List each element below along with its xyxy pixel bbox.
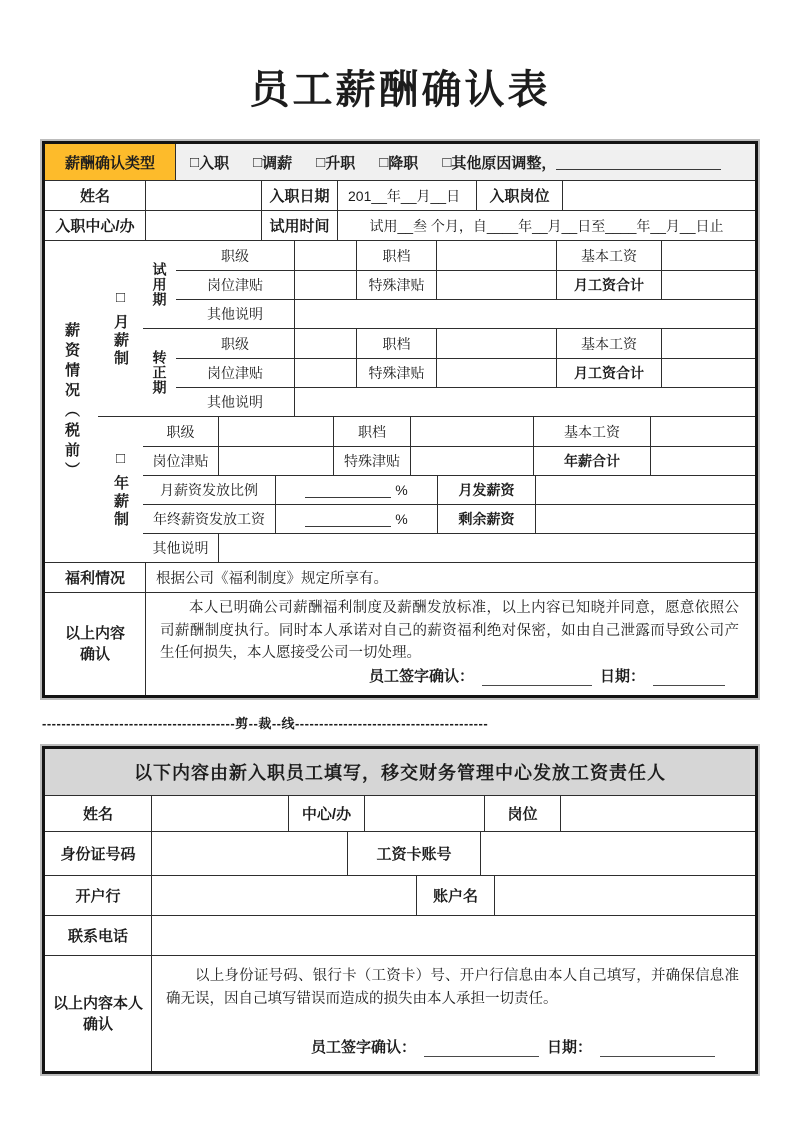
bank-label: 开户行: [75, 888, 121, 905]
percent-sign: %: [395, 482, 408, 498]
date-blank[interactable]: [653, 671, 725, 686]
payroll-info-table: [42, 746, 758, 1074]
checkbox-option-salary-change[interactable]: [253, 152, 292, 173]
table-row: [176, 241, 755, 270]
center-row: [45, 210, 755, 240]
remain-pay-input-cell[interactable]: [535, 505, 755, 533]
cut-line: ----------------------------------------剪--裁--线----------------------------------------: [42, 715, 489, 731]
post-allowance-input-cell[interactable]: [294, 359, 356, 387]
position-input-cell[interactable]: [560, 796, 755, 831]
id-row: [45, 831, 755, 875]
option-label: 调薪: [262, 154, 293, 172]
probation-block: [143, 241, 755, 328]
other-note-label: 其他说明: [152, 540, 209, 556]
confirm-label: 以上内容本人 确认: [52, 994, 143, 1033]
type-row: [45, 144, 755, 180]
checkbox-icon[interactable]: □: [442, 153, 452, 171]
table-row: [143, 533, 755, 562]
bank-input-cell[interactable]: [151, 876, 416, 915]
month-pay-label: 月发薪资: [437, 476, 535, 504]
table-row: [143, 417, 755, 446]
base-salary-label: 基本工资: [556, 329, 661, 358]
confirm-content: [145, 593, 755, 695]
base-salary-input-cell[interactable]: [661, 329, 755, 358]
signature-line: [146, 665, 755, 700]
hire-date-label: 入职日期: [261, 181, 337, 210]
regular-block: [143, 328, 755, 416]
band-label: 职档: [356, 329, 436, 358]
checkbox-icon[interactable]: □: [316, 153, 326, 171]
probation-label: 试用期: [151, 262, 168, 307]
base-salary-input-cell[interactable]: [650, 417, 755, 446]
post-allowance-input-cell[interactable]: [218, 447, 333, 475]
payroll-table-header: 以下内容由新入职员工填写，移交财务管理中心发放工资责任人: [45, 749, 755, 795]
yearly-scheme-block: [98, 416, 755, 562]
option-label: 入职: [199, 154, 230, 172]
band-label: 职档: [356, 241, 436, 270]
year-total-label: 年薪合计: [533, 447, 650, 475]
percent-sign: %: [395, 511, 408, 527]
special-allowance-input-cell[interactable]: [436, 359, 556, 387]
signature-blank[interactable]: [482, 671, 592, 686]
table-row: [176, 358, 755, 387]
checkbox-icon[interactable]: □: [112, 450, 129, 470]
base-salary-label: 基本工资: [556, 241, 661, 270]
card-input-cell[interactable]: [480, 832, 755, 875]
salary-section-label: 薪资情况（税前）: [63, 321, 80, 482]
table-row: [176, 387, 755, 416]
confirm-text: 以上身份证号码、银行卡（工资卡）号、开户行信息由本人自己填写，并确保信息准确无误，因自己填写错误而造成的损失由本人承担一切责任。: [166, 968, 739, 1007]
grade-input-cell[interactable]: [294, 329, 356, 358]
sign-label: 员工签字确认：: [368, 668, 474, 686]
yearly-scheme-cell[interactable]: [98, 417, 143, 562]
base-salary-label: 基本工资: [533, 417, 650, 446]
name-input-cell[interactable]: [145, 181, 261, 210]
table-row: [176, 299, 755, 328]
confirm-text: 本人已明确公司薪酬福利制度及薪酬发放标准，以上内容已知晓并同意，愿意依照公司薪酬制度执行。同时本人承诺对自己的薪资福利绝对保密，如由自己泄露而导致公司产生任何损失，本人愿接受公司一切处理。: [160, 599, 739, 662]
id-input-cell[interactable]: [151, 832, 347, 875]
card-label: 工资卡账号: [347, 832, 480, 875]
other-note-input-cell[interactable]: [294, 388, 755, 416]
account-input-cell[interactable]: [494, 876, 755, 915]
center-label: 入职中心/办: [55, 218, 135, 235]
other-note-input-cell[interactable]: [218, 534, 755, 562]
bank-row: [45, 875, 755, 915]
post-allowance-input-cell[interactable]: [294, 271, 356, 299]
phone-label: 联系电话: [67, 928, 128, 945]
phone-input-cell[interactable]: [151, 916, 755, 955]
month-total-input-cell[interactable]: [661, 359, 755, 387]
remain-pay-label: 剩余薪资: [437, 505, 535, 533]
grade-input-cell[interactable]: [294, 241, 356, 270]
position-label: 岗位: [484, 796, 560, 831]
salary-confirmation-table: [42, 141, 758, 698]
center-input-cell[interactable]: [364, 796, 484, 831]
monthly-scheme-rows: [143, 241, 755, 416]
monthly-scheme-label: 月薪制: [112, 314, 129, 368]
name-row: [45, 795, 755, 831]
band-input-cell[interactable]: [436, 329, 556, 358]
date-label: 日期：: [546, 1039, 592, 1056]
checkbox-icon[interactable]: □: [190, 153, 200, 171]
special-allowance-input-cell[interactable]: [410, 447, 533, 475]
account-label: 账户名: [416, 876, 494, 915]
checkbox-icon[interactable]: □: [379, 153, 389, 171]
monthly-scheme-block: [98, 241, 755, 416]
welfare-value: 根据公司《福利制度》规定所享有。: [145, 563, 755, 592]
sign-label: 员工签字确认：: [310, 1039, 416, 1056]
center-label: 中心/办: [288, 796, 364, 831]
band-label: 职档: [333, 417, 410, 446]
month-total-label: 月工资合计: [556, 359, 661, 387]
post-allowance-label: 岗位津贴: [207, 277, 263, 293]
phone-row: [45, 915, 755, 955]
band-input-cell[interactable]: [436, 241, 556, 270]
post-allowance-label: 岗位津贴: [152, 453, 209, 469]
yearend-pay-label: 年终薪资发放工资: [153, 511, 265, 527]
checkbox-option-other[interactable]: [442, 152, 721, 173]
percent-blank[interactable]: [305, 512, 391, 527]
month-ratio-value-cell[interactable]: [275, 476, 437, 504]
regular-label: 转正期: [151, 350, 168, 395]
checkbox-option-hire[interactable]: [190, 152, 229, 173]
table-row: [176, 329, 755, 358]
hire-date-value[interactable]: 201__年__月__日: [337, 181, 476, 210]
month-ratio-label: 月薪资发放比例: [160, 482, 258, 498]
percent-blank[interactable]: [305, 483, 391, 498]
special-allowance-label: 特殊津贴: [356, 359, 436, 387]
special-allowance-label: 特殊津贴: [333, 447, 410, 475]
checkbox-option-demotion[interactable]: [379, 152, 418, 173]
confirm-label: 以上内容 确认: [64, 625, 125, 663]
trial-time-value[interactable]: 试用__叁 个月，自____年__月__日至____年__月__日止: [337, 211, 755, 240]
other-note-label: 其他说明: [207, 394, 263, 410]
name-input-cell[interactable]: [151, 796, 288, 831]
hire-position-input-cell[interactable]: [562, 181, 755, 210]
table-row: [143, 475, 755, 504]
hire-position-label: 入职岗位: [476, 181, 562, 210]
salary-body: [98, 241, 755, 562]
signature-blank[interactable]: [424, 1042, 539, 1057]
signature-line: [152, 1036, 755, 1071]
id-label: 身份证号码: [60, 846, 136, 863]
type-options: [175, 144, 755, 180]
base-salary-input-cell[interactable]: [661, 241, 755, 270]
monthly-scheme-cell[interactable]: [98, 241, 143, 416]
month-total-label: 月工资合计: [556, 271, 661, 299]
grade-label: 职级: [221, 247, 249, 264]
checkbox-option-promotion[interactable]: [316, 152, 355, 173]
option-label: 降职: [388, 154, 419, 172]
other-note-label: 其他说明: [207, 306, 263, 322]
month-pay-input-cell[interactable]: [535, 476, 755, 504]
other-note-input-cell[interactable]: [294, 300, 755, 328]
page-title: 员工薪酬确认表: [249, 68, 551, 112]
name-label: 姓名: [82, 806, 113, 823]
type-label: 薪酬确认类型: [45, 144, 175, 180]
table-row: [143, 446, 755, 475]
special-allowance-label: 特殊津贴: [356, 271, 436, 299]
name-label: 姓名: [79, 188, 110, 205]
center-input-cell[interactable]: [145, 211, 261, 240]
date-label: 日期：: [599, 668, 645, 686]
checkbox-icon[interactable]: □: [112, 289, 129, 309]
yearend-ratio-value-cell[interactable]: [275, 505, 437, 533]
welfare-label: 福利情况: [64, 570, 125, 587]
checkbox-icon[interactable]: □: [253, 153, 263, 171]
grade-label: 职级: [221, 335, 249, 352]
post-allowance-label: 岗位津贴: [207, 365, 263, 381]
salary-section: [45, 240, 755, 562]
table-row: [143, 504, 755, 533]
trial-time-label: 试用时间: [261, 211, 337, 240]
yearly-scheme-label: 年薪制: [112, 475, 129, 529]
option-label: 升职: [325, 154, 356, 172]
band-input-cell[interactable]: [410, 417, 533, 446]
date-blank[interactable]: [600, 1042, 715, 1057]
grade-label: 职级: [166, 423, 195, 440]
other-reason-blank[interactable]: [556, 155, 721, 170]
confirm-row: [45, 592, 755, 695]
month-total-input-cell[interactable]: [661, 271, 755, 299]
confirm-content: [151, 956, 755, 1071]
grade-input-cell[interactable]: [218, 417, 333, 446]
special-allowance-input-cell[interactable]: [436, 271, 556, 299]
name-row: [45, 180, 755, 210]
confirm-row: [45, 955, 755, 1071]
year-total-input-cell[interactable]: [650, 447, 755, 475]
table-row: [176, 270, 755, 299]
option-label: 其他原因调整，: [451, 154, 557, 172]
